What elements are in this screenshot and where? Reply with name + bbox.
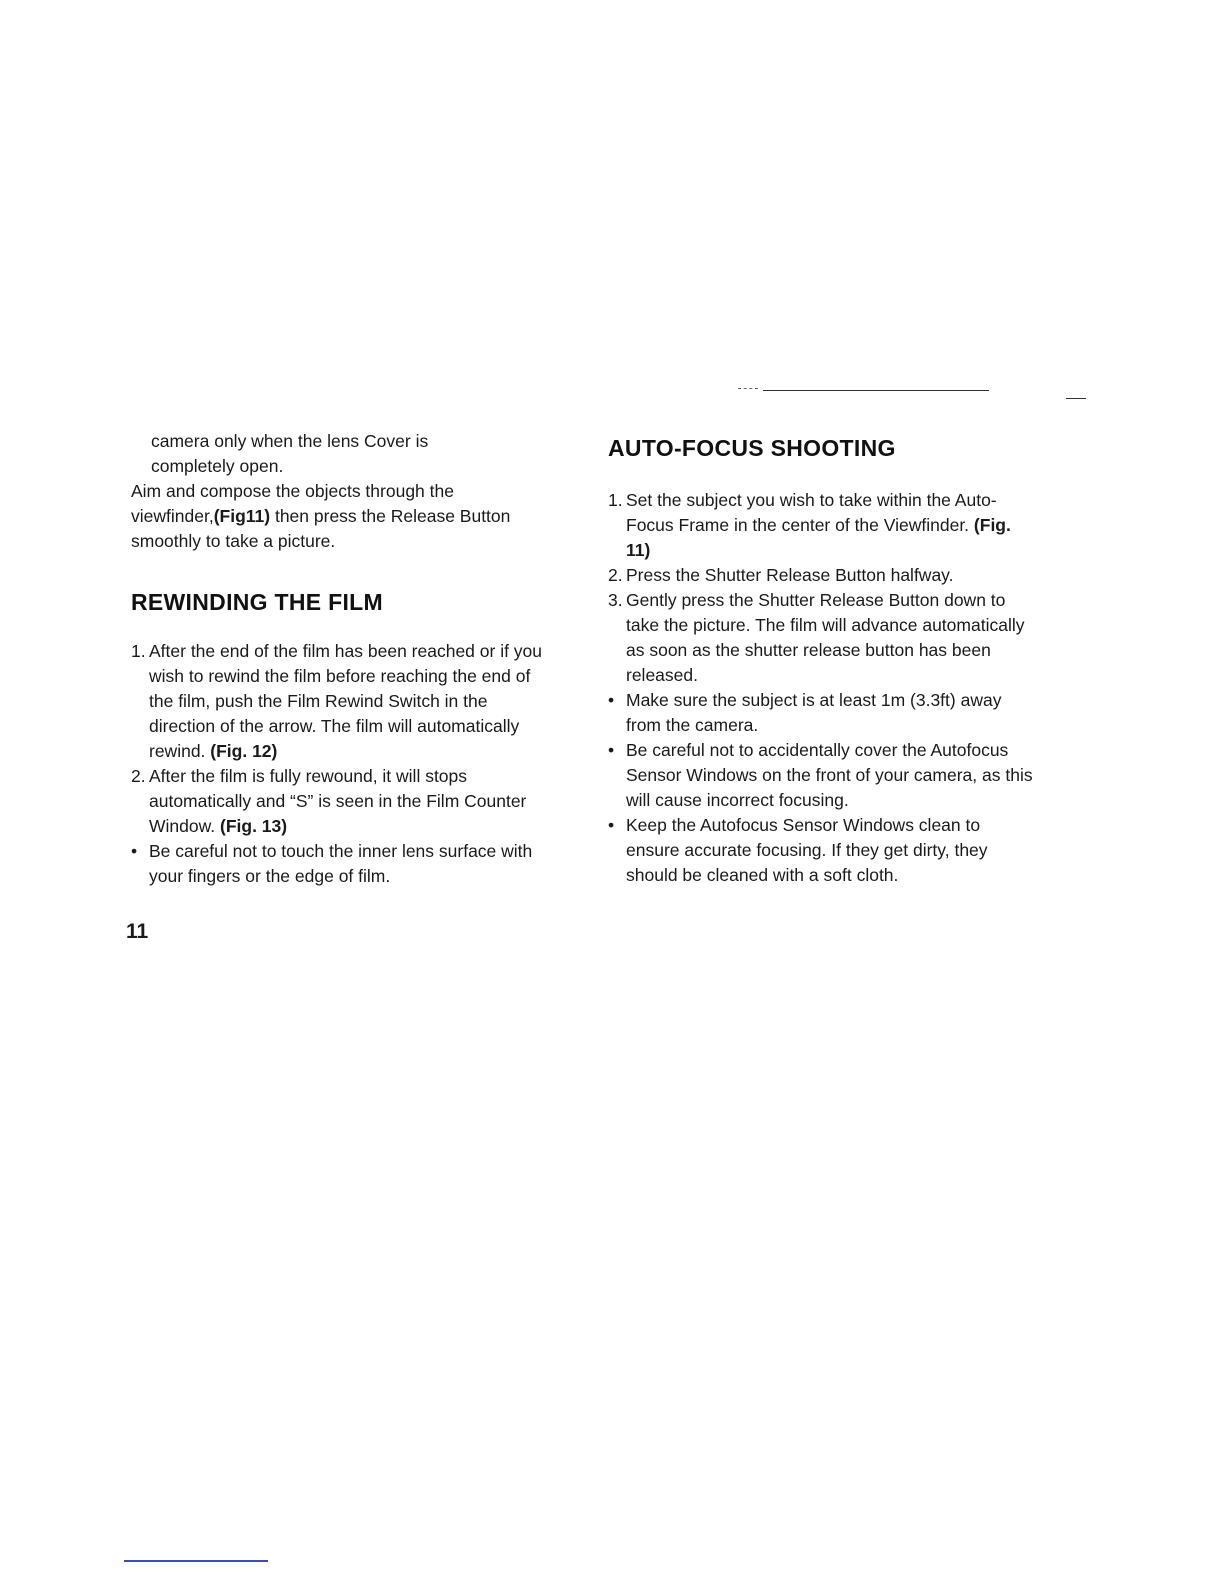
aim-text-b: then press the Release Button smoothly to take a picture. xyxy=(131,506,511,551)
list-item xyxy=(608,813,1033,888)
list-item xyxy=(608,563,1033,588)
bullet-icon: • xyxy=(608,690,615,710)
item-mark: 1. xyxy=(131,641,146,661)
item-text: After the film is fully rewound, it will stops automatically and “S” is seen in the Film Counter Window. xyxy=(149,766,527,836)
rewinding-heading: REWINDING THE FILM xyxy=(131,589,383,615)
footer-rule xyxy=(124,1560,268,1562)
top-rule-short xyxy=(1066,398,1086,399)
list-item xyxy=(608,588,1033,688)
item-mark: 2. xyxy=(131,766,146,786)
aim-paragraph xyxy=(131,479,511,554)
list-item xyxy=(131,839,556,889)
list-item xyxy=(131,764,556,839)
fig-ref: (Fig. 12) xyxy=(210,741,278,761)
item-text: Gently press the Shutter Release Button down to take the picture. The film will advance automatically as soon as the shutter release button has been released. xyxy=(626,590,1025,685)
intro-line-1: camera only when the lens Cover is xyxy=(151,431,429,451)
fig-ref: (Fig. 13) xyxy=(220,816,288,836)
item-mark: 2. xyxy=(608,565,623,585)
item-text: Set the subject you wish to take within the Auto-Focus Frame in the center of the Viewfinder. xyxy=(626,490,997,535)
list-item xyxy=(608,738,1033,813)
top-rule-dash xyxy=(738,388,758,389)
page-number: 11 xyxy=(126,920,149,943)
item-text: After the end of the film has been reached or if you wish to rewind the film before reaching the end of the film, push the Film Rewind Switch in the direction of the arrow. The film will automatically rewind. xyxy=(149,641,543,761)
item-mark: 1. xyxy=(608,490,623,510)
list-item xyxy=(131,639,556,764)
aim-fig-ref: (Fig11) xyxy=(213,506,271,526)
item-mark: 3. xyxy=(608,590,623,610)
intro-line-2: completely open. xyxy=(151,456,284,476)
right-column xyxy=(608,436,1033,888)
item-text: Be careful not to touch the inner lens surface with your fingers or the edge of film. xyxy=(149,841,533,886)
autofocus-heading: AUTO-FOCUS SHOOTING xyxy=(608,435,896,461)
fig-ref: (Fig. 11) xyxy=(626,515,1011,560)
bullet-icon: • xyxy=(608,815,615,835)
aim-text-a: Aim and compose the objects through the viewfinder, xyxy=(131,481,454,526)
item-text: Press the Shutter Release Button halfway. xyxy=(626,565,954,585)
list-item xyxy=(608,688,1033,738)
bullet-icon: • xyxy=(131,841,138,861)
item-text: Keep the Autofocus Sensor Windows clean to ensure accurate focusing. If they get dirty, they should be cleaned with a soft cloth. xyxy=(626,815,988,885)
item-text: Be careful not to accidentally cover the Autofocus Sensor Windows on the front of your camera, as this will cause incorrect focusing. xyxy=(626,740,1033,810)
item-text: Make sure the subject is at least 1m (3.3ft) away from the camera. xyxy=(626,690,1002,735)
bullet-icon: • xyxy=(608,740,615,760)
top-rule xyxy=(763,390,989,391)
list-item xyxy=(608,488,1033,563)
left-column xyxy=(131,429,556,889)
